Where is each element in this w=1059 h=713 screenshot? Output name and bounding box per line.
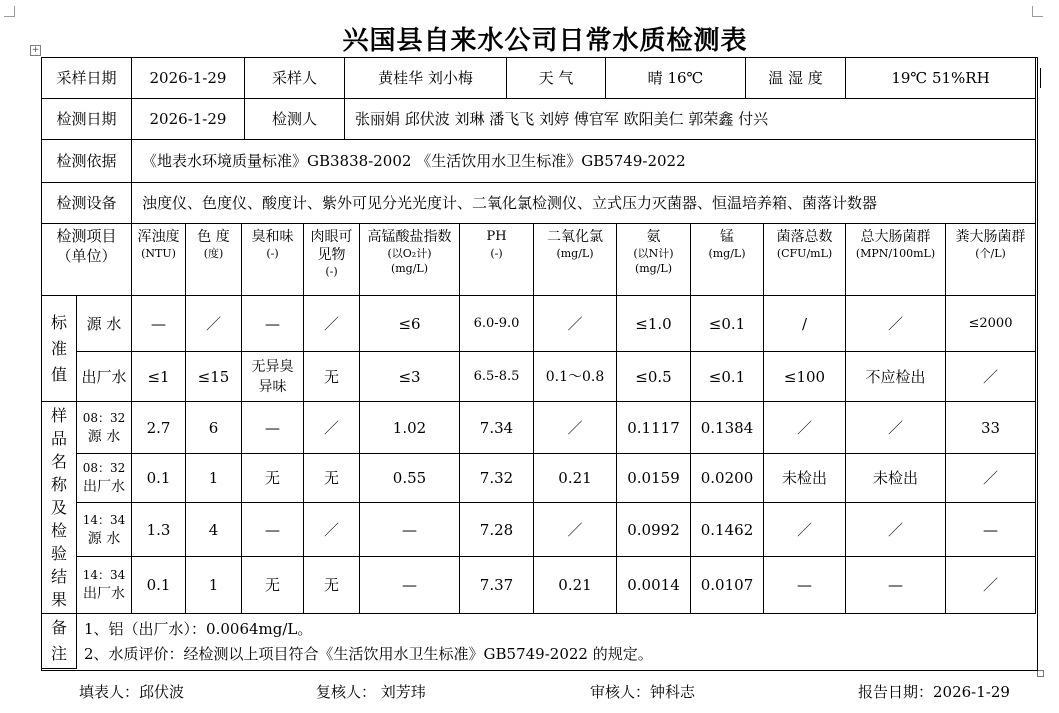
sample-cell: 0.55 [359, 453, 460, 503]
text-cursor-mark [1040, 68, 1041, 88]
sample-cell: 7.34 [459, 401, 534, 454]
table-move-handle-icon[interactable]: + [31, 45, 40, 55]
sample-cell: ／ [763, 401, 846, 454]
sample-row-name: 08：32 出厂水 [76, 453, 132, 503]
std-plant-chlorine-dioxide: 0.1～0.8 [533, 351, 617, 402]
std-source-visible: ／ [303, 295, 360, 352]
tester-label: 检测人 [244, 98, 345, 140]
std-source-fecal-coliform: ≤2000 [945, 295, 1036, 352]
sample-cell: 1.02 [359, 401, 460, 454]
sample-cell: — [241, 502, 304, 557]
sample-row-name: 14：34 源 水 [76, 502, 132, 557]
crop-mark-top-right [1032, 6, 1043, 17]
std-source-manganese: ≤0.1 [690, 295, 764, 352]
sample-cell: ／ [945, 556, 1036, 614]
sampler-label: 采样人 [244, 57, 345, 99]
sample-cell: ／ [845, 401, 946, 454]
std-source-ph: 6.0-9.0 [459, 295, 534, 352]
remarks-label: 备注 [41, 613, 77, 669]
sample-cell: ／ [945, 453, 1036, 503]
sample-cell: 无 [241, 556, 304, 614]
col-header-permanganate: 高锰酸盐指数 (以O₂计) (mg/L) [359, 223, 460, 296]
reviewer-signature: 复核人： 刘芳玮 [316, 683, 426, 701]
sample-cell: 33 [945, 401, 1036, 454]
std-source-odor: — [241, 295, 304, 352]
document-title: 兴国县自来水公司日常水质检测表 [342, 26, 748, 56]
sample-cell: 0.1462 [690, 502, 764, 557]
sample-cell: 0.1 [131, 556, 186, 614]
col-header-manganese: 锰 (mg/L) [690, 223, 764, 296]
col-header-color: 色 度 (度) [185, 223, 242, 296]
sample-cell: — [763, 556, 846, 614]
std-plant-manganese: ≤0.1 [690, 351, 764, 402]
report-date: 报告日期：2026-1-29 [858, 683, 1010, 701]
sample-cell: 0.1117 [616, 401, 691, 454]
std-source-ammonia: ≤1.0 [616, 295, 691, 352]
items-label-main: 检测项目 [56, 227, 117, 245]
crop-mark-top-left [4, 6, 15, 17]
standard-row-name: 出厂水 [76, 351, 132, 402]
remark-line-2: 2、水质评价：经检测以上项目符合《生活饮用水卫生标准》GB5749-2022 的规定。 [84, 645, 653, 663]
basis-value: 《地表水环境质量标准》GB3838-2002 《生活饮用水卫生标准》GB5749-2022 [131, 139, 1036, 183]
sample-cell: 1.3 [131, 502, 186, 557]
sample-cell: 6 [185, 401, 242, 454]
test-date-value: 2026-1-29 [131, 98, 245, 140]
std-plant-turbidity: ≤1 [131, 351, 186, 402]
humidity-label: 温 湿 度 [745, 57, 846, 99]
weather-label: 天 气 [506, 57, 606, 99]
std-source-turbidity: — [131, 295, 186, 352]
sample-cell: 无 [303, 556, 360, 614]
sample-cell: 0.0200 [690, 453, 764, 503]
sample-cell: 2.7 [131, 401, 186, 454]
sample-cell: 无 [303, 453, 360, 503]
sample-cell: 0.1 [131, 453, 186, 503]
sample-date-label: 采样日期 [41, 57, 132, 99]
sample-cell: 0.0014 [616, 556, 691, 614]
sample-cell: 7.28 [459, 502, 534, 557]
std-plant-odor: 无异臭异味 [241, 351, 304, 402]
std-source-permanganate: ≤6 [359, 295, 460, 352]
col-header-visible: 肉眼可 见物 (-) [303, 223, 360, 296]
std-plant-ammonia: ≤0.5 [616, 351, 691, 402]
col-header-ph: PH (-) [459, 223, 534, 296]
items-label-unit: （单位） [56, 247, 117, 265]
sample-cell: — [241, 401, 304, 454]
sample-cell: ／ [845, 502, 946, 557]
std-plant-permanganate: ≤3 [359, 351, 460, 402]
sample-cell: 1 [185, 556, 242, 614]
std-plant-ph: 6.5-8.5 [459, 351, 534, 402]
sampler-value: 黄桂华 刘小梅 [344, 57, 507, 99]
sample-cell: ／ [303, 401, 360, 454]
basis-label: 检测依据 [41, 139, 132, 183]
sample-cell: 0.0992 [616, 502, 691, 557]
humidity-value: 19℃ 51%RH [845, 57, 1036, 99]
sample-cell: 未检出 [845, 453, 946, 503]
std-source-colony: / [763, 295, 846, 352]
std-plant-color: ≤15 [185, 351, 242, 402]
col-header-fecal-coliform: 粪大肠菌群 (个/L) [945, 223, 1036, 296]
sample-cell: 0.21 [533, 556, 617, 614]
std-source-color: ／ [185, 295, 242, 352]
col-header-turbidity: 浑浊度 (NTU) [131, 223, 186, 296]
filler-signature: 填表人：邱伏波 [79, 683, 185, 701]
col-header-ammonia: 氨 (以N计) (mg/L) [616, 223, 691, 296]
sample-cell: ／ [303, 502, 360, 557]
col-header-colony: 菌落总数 (CFU/mL) [763, 223, 846, 296]
sample-cell: 无 [241, 453, 304, 503]
sample-cell: 7.37 [459, 556, 534, 614]
sample-cell: ／ [763, 502, 846, 557]
sample-cell: — [845, 556, 946, 614]
sample-cell: 0.0107 [690, 556, 764, 614]
items-header-label [41, 223, 132, 296]
std-plant-coliform: 不应检出 [845, 351, 946, 402]
sample-date-value: 2026-1-29 [131, 57, 245, 99]
sample-cell: 7.32 [459, 453, 534, 503]
col-header-chlorine-dioxide: 二氧化氯 (mg/L) [533, 223, 617, 296]
sample-cell: 1 [185, 453, 242, 503]
std-plant-visible: 无 [303, 351, 360, 402]
tester-value: 张丽娟 邱伏波 刘琳 潘飞飞 刘婷 傅官军 欧阳美仁 郭荣鑫 付兴 [344, 98, 1036, 140]
sample-cell: 4 [185, 502, 242, 557]
sample-cell: ／ [533, 401, 617, 454]
sample-cell: ／ [533, 502, 617, 557]
std-plant-colony: ≤100 [763, 351, 846, 402]
samples-label: 样品名称及检验结果 [41, 401, 77, 614]
sample-row-name: 08：32 源 水 [76, 401, 132, 454]
std-source-coliform: ／ [845, 295, 946, 352]
equipment-label: 检测设备 [41, 182, 132, 224]
weather-value: 晴 16℃ [605, 57, 746, 99]
standard-row-name: 源 水 [76, 295, 132, 352]
col-header-odor: 臭和味 (-) [241, 223, 304, 296]
sample-cell: 0.21 [533, 453, 617, 503]
sample-row-name: 14：34 出厂水 [76, 556, 132, 614]
test-date-label: 检测日期 [41, 98, 132, 140]
table-resize-handle-icon[interactable] [1037, 670, 1044, 677]
sample-cell: 未检出 [763, 453, 846, 503]
equipment-value: 浊度仪、色度仪、酸度计、紫外可见分光光度计、二氧化氯检测仪、立式压力灭菌器、恒温培养箱、菌落计数器 [131, 182, 1036, 224]
col-header-coliform: 总大肠菌群 (MPN/100mL) [845, 223, 946, 296]
std-plant-fecal-coliform: ／ [945, 351, 1036, 402]
approver-signature: 审核人：钟科志 [590, 683, 696, 701]
remark-line-1: 1、铝（出厂水）：0.0064mg/L。 [84, 620, 313, 638]
sample-cell: — [359, 556, 460, 614]
sample-cell: — [359, 502, 460, 557]
standard-label: 标准值 [41, 295, 77, 402]
sample-cell: — [945, 502, 1036, 557]
sample-cell: 0.1384 [690, 401, 764, 454]
sample-cell: 0.0159 [616, 453, 691, 503]
std-source-chlorine-dioxide: ／ [533, 295, 617, 352]
